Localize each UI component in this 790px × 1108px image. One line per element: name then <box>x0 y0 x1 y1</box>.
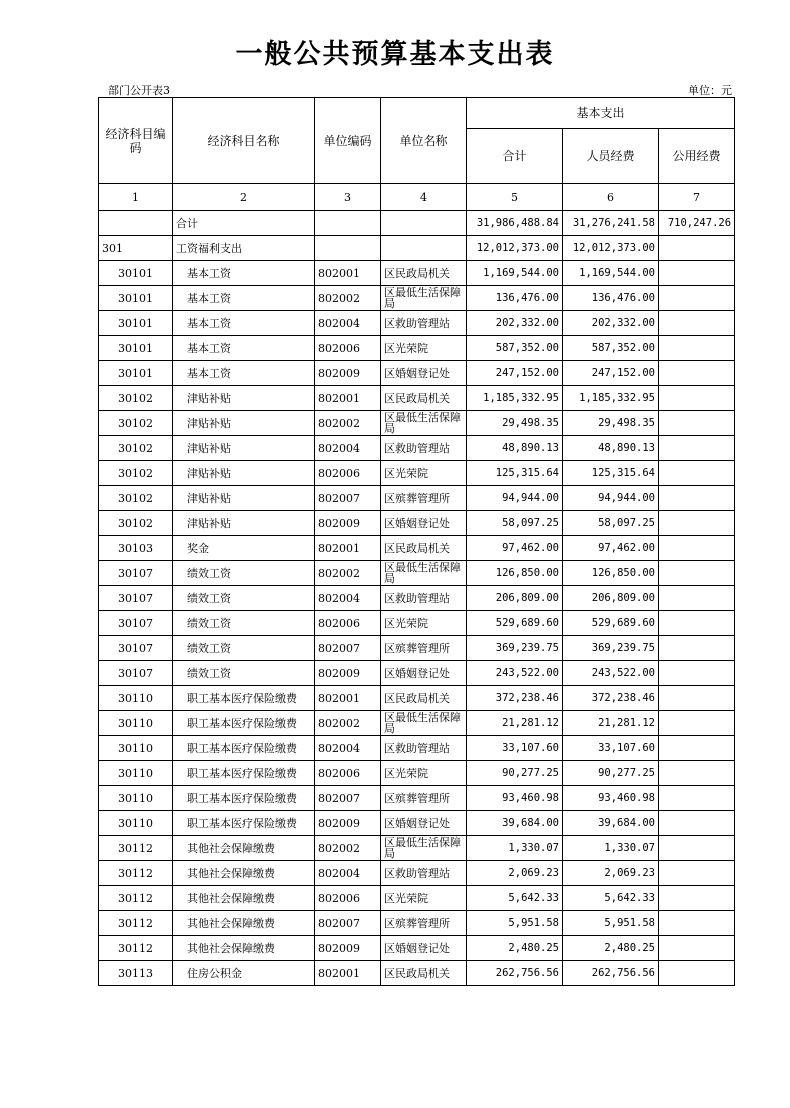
cell-econ-name: 职工基本医疗保险缴费 <box>173 711 315 736</box>
cell-public <box>659 611 735 636</box>
header-row-1 <box>99 98 735 129</box>
cell-econ-code: 30107 <box>99 561 173 586</box>
cell-total: 262,756.56 <box>467 961 563 986</box>
cell-unit-name: 区婚姻登记处 <box>381 361 467 386</box>
cell-unit-name: 区救助管理站 <box>381 436 467 461</box>
cell-unit-name: 区救助管理站 <box>381 586 467 611</box>
cell-public <box>659 961 735 986</box>
cell-total: 12,012,373.00 <box>467 236 563 261</box>
cell-public <box>659 461 735 486</box>
table-row <box>99 936 735 961</box>
cell-total: 97,462.00 <box>467 536 563 561</box>
cell-unit-code: 802001 <box>315 386 381 411</box>
cell-unit-name: 区殡葬管理所 <box>381 911 467 936</box>
cell-unit-code: 802004 <box>315 736 381 761</box>
cell-econ-name: 合计 <box>173 211 315 236</box>
header-public: 公用经费 <box>659 129 735 184</box>
cell-econ-name: 绩效工资 <box>173 661 315 686</box>
cell-unit-code: 802007 <box>315 486 381 511</box>
cell-unit-code: 802002 <box>315 286 381 311</box>
cell-public <box>659 661 735 686</box>
cell-personnel: 93,460.98 <box>563 786 659 811</box>
cell-econ-code: 301 <box>99 236 173 261</box>
cell-unit-name: 区救助管理站 <box>381 311 467 336</box>
cell-personnel: 21,281.12 <box>563 711 659 736</box>
cell-personnel: 31,276,241.58 <box>563 211 659 236</box>
cell-public <box>659 536 735 561</box>
cell-econ-code: 30103 <box>99 536 173 561</box>
table-row <box>99 861 735 886</box>
table-row <box>99 661 735 686</box>
col-number: 5 <box>467 184 563 211</box>
cell-personnel: 2,069.23 <box>563 861 659 886</box>
table-row <box>99 711 735 736</box>
cell-econ-code: 30101 <box>99 261 173 286</box>
cell-unit-name: 区殡葬管理所 <box>381 786 467 811</box>
cell-personnel: 97,462.00 <box>563 536 659 561</box>
cell-public <box>659 486 735 511</box>
cell-econ-name: 基本工资 <box>173 336 315 361</box>
cell-econ-name: 职工基本医疗保险缴费 <box>173 786 315 811</box>
table-row <box>99 511 735 536</box>
cell-total: 48,890.13 <box>467 436 563 461</box>
cell-personnel: 369,239.75 <box>563 636 659 661</box>
cell-personnel: 202,332.00 <box>563 311 659 336</box>
cell-unit-name: 区殡葬管理所 <box>381 636 467 661</box>
cell-econ-code: 30102 <box>99 461 173 486</box>
cell-econ-name: 绩效工资 <box>173 636 315 661</box>
cell-total: 202,332.00 <box>467 311 563 336</box>
cell-public <box>659 836 735 861</box>
cell-total: 1,330.07 <box>467 836 563 861</box>
cell-unit-name: 区最低生活保障局 <box>381 411 467 436</box>
table-row <box>99 286 735 311</box>
cell-unit-name <box>381 211 467 236</box>
cell-econ-code: 30110 <box>99 786 173 811</box>
cell-total: 126,850.00 <box>467 561 563 586</box>
cell-unit-code: 802001 <box>315 261 381 286</box>
table-row <box>99 786 735 811</box>
cell-unit-code: 802007 <box>315 636 381 661</box>
cell-econ-name: 职工基本医疗保险缴费 <box>173 811 315 836</box>
cell-total: 1,185,332.95 <box>467 386 563 411</box>
cell-unit-name: 区民政局机关 <box>381 261 467 286</box>
cell-unit-name: 区光荣院 <box>381 761 467 786</box>
cell-unit-name: 区光荣院 <box>381 336 467 361</box>
table-row <box>99 236 735 261</box>
cell-unit-name: 区光荣院 <box>381 886 467 911</box>
cell-econ-code: 30110 <box>99 711 173 736</box>
column-number-row <box>99 184 735 211</box>
cell-personnel: 12,012,373.00 <box>563 236 659 261</box>
cell-econ-code: 30112 <box>99 911 173 936</box>
cell-personnel: 5,642.33 <box>563 886 659 911</box>
cell-total: 94,944.00 <box>467 486 563 511</box>
cell-total: 90,277.25 <box>467 761 563 786</box>
cell-public <box>659 386 735 411</box>
cell-econ-code <box>99 211 173 236</box>
table-row <box>99 486 735 511</box>
col-number: 1 <box>99 184 173 211</box>
table-row <box>99 811 735 836</box>
cell-unit-name: 区光荣院 <box>381 461 467 486</box>
cell-unit-code: 802002 <box>315 561 381 586</box>
cell-personnel: 48,890.13 <box>563 436 659 461</box>
cell-econ-name: 其他社会保障缴费 <box>173 911 315 936</box>
col-number: 2 <box>173 184 315 211</box>
cell-econ-name: 其他社会保障缴费 <box>173 936 315 961</box>
cell-unit-name: 区民政局机关 <box>381 386 467 411</box>
table-row <box>99 586 735 611</box>
cell-personnel: 243,522.00 <box>563 661 659 686</box>
cell-public <box>659 336 735 361</box>
cell-personnel: 90,277.25 <box>563 761 659 786</box>
cell-total: 372,238.46 <box>467 686 563 711</box>
header-econ-name: 经济科目名称 <box>173 98 315 184</box>
cell-public <box>659 861 735 886</box>
cell-public <box>659 361 735 386</box>
cell-econ-name: 基本工资 <box>173 311 315 336</box>
header-personnel: 人员经费 <box>563 129 659 184</box>
cell-total: 5,642.33 <box>467 886 563 911</box>
cell-public <box>659 411 735 436</box>
table-row <box>99 211 735 236</box>
col-number: 3 <box>315 184 381 211</box>
table-row <box>99 311 735 336</box>
cell-personnel: 262,756.56 <box>563 961 659 986</box>
header-unit-code: 单位编码 <box>315 98 381 184</box>
col-number: 4 <box>381 184 467 211</box>
page-title: 一般公共预算基本支出表 <box>235 39 555 70</box>
cell-econ-name: 津贴补贴 <box>173 486 315 511</box>
table-row <box>99 886 735 911</box>
cell-personnel: 247,152.00 <box>563 361 659 386</box>
cell-econ-name: 职工基本医疗保险缴费 <box>173 761 315 786</box>
cell-personnel: 1,330.07 <box>563 836 659 861</box>
cell-econ-code: 30102 <box>99 436 173 461</box>
cell-total: 33,107.60 <box>467 736 563 761</box>
cell-public <box>659 686 735 711</box>
cell-total: 206,809.00 <box>467 586 563 611</box>
cell-unit-name: 区最低生活保障局 <box>381 711 467 736</box>
table-row <box>99 686 735 711</box>
cell-public <box>659 786 735 811</box>
header-econ-code: 经济科目编码 <box>99 98 173 184</box>
cell-econ-name: 津贴补贴 <box>173 461 315 486</box>
cell-unit-code: 802009 <box>315 936 381 961</box>
table-row <box>99 336 735 361</box>
cell-total: 39,684.00 <box>467 811 563 836</box>
cell-public <box>659 236 735 261</box>
col-number: 6 <box>563 184 659 211</box>
cell-unit-name: 区殡葬管理所 <box>381 486 467 511</box>
cell-unit-code: 802001 <box>315 536 381 561</box>
cell-unit-code: 802009 <box>315 511 381 536</box>
cell-unit-code: 802009 <box>315 661 381 686</box>
cell-unit-name: 区婚姻登记处 <box>381 661 467 686</box>
table-row <box>99 611 735 636</box>
cell-personnel: 125,315.64 <box>563 461 659 486</box>
cell-econ-name: 住房公积金 <box>173 961 315 986</box>
cell-econ-code: 30112 <box>99 861 173 886</box>
cell-unit-code: 802006 <box>315 611 381 636</box>
cell-total: 529,689.60 <box>467 611 563 636</box>
cell-total: 58,097.25 <box>467 511 563 536</box>
cell-econ-name: 职工基本医疗保险缴费 <box>173 686 315 711</box>
cell-unit-code: 802002 <box>315 411 381 436</box>
cell-personnel: 126,850.00 <box>563 561 659 586</box>
cell-econ-code: 30112 <box>99 836 173 861</box>
cell-unit-code: 802006 <box>315 761 381 786</box>
table-row <box>99 961 735 986</box>
table-number-label: 部门公开表3 <box>108 84 170 97</box>
cell-unit-name: 区婚姻登记处 <box>381 511 467 536</box>
cell-unit-name: 区婚姻登记处 <box>381 936 467 961</box>
cell-econ-code: 30113 <box>99 961 173 986</box>
cell-personnel: 94,944.00 <box>563 486 659 511</box>
table-row <box>99 736 735 761</box>
cell-unit-code: 802002 <box>315 711 381 736</box>
budget-table <box>98 97 735 986</box>
cell-personnel: 529,689.60 <box>563 611 659 636</box>
cell-unit-name: 区民政局机关 <box>381 686 467 711</box>
cell-unit-name: 区民政局机关 <box>381 961 467 986</box>
table-row <box>99 361 735 386</box>
cell-total: 29,498.35 <box>467 411 563 436</box>
cell-total: 2,480.25 <box>467 936 563 961</box>
cell-public <box>659 586 735 611</box>
col-number: 7 <box>659 184 735 211</box>
cell-unit-code: 802009 <box>315 361 381 386</box>
cell-public <box>659 436 735 461</box>
cell-public <box>659 511 735 536</box>
cell-unit-code <box>315 211 381 236</box>
cell-public <box>659 311 735 336</box>
cell-personnel: 136,476.00 <box>563 286 659 311</box>
cell-econ-code: 30102 <box>99 386 173 411</box>
cell-public <box>659 911 735 936</box>
cell-personnel: 39,684.00 <box>563 811 659 836</box>
table-row <box>99 761 735 786</box>
cell-unit-name <box>381 236 467 261</box>
cell-total: 31,986,488.84 <box>467 211 563 236</box>
cell-public <box>659 261 735 286</box>
cell-public <box>659 886 735 911</box>
cell-unit-code: 802002 <box>315 836 381 861</box>
cell-econ-name: 绩效工资 <box>173 561 315 586</box>
cell-unit-code: 802001 <box>315 961 381 986</box>
cell-unit-code: 802004 <box>315 436 381 461</box>
cell-econ-code: 30107 <box>99 586 173 611</box>
cell-public <box>659 286 735 311</box>
cell-total: 93,460.98 <box>467 786 563 811</box>
table-row <box>99 461 735 486</box>
cell-unit-code: 802004 <box>315 586 381 611</box>
cell-unit-code: 802001 <box>315 686 381 711</box>
cell-econ-code: 30101 <box>99 286 173 311</box>
cell-total: 125,315.64 <box>467 461 563 486</box>
table-row <box>99 561 735 586</box>
cell-unit-code: 802007 <box>315 786 381 811</box>
cell-unit-name: 区民政局机关 <box>381 536 467 561</box>
cell-econ-code: 30102 <box>99 486 173 511</box>
cell-econ-code: 30107 <box>99 661 173 686</box>
cell-econ-code: 30102 <box>99 511 173 536</box>
cell-econ-name: 津贴补贴 <box>173 436 315 461</box>
cell-unit-code: 802007 <box>315 911 381 936</box>
cell-econ-name: 津贴补贴 <box>173 511 315 536</box>
cell-total: 243,522.00 <box>467 661 563 686</box>
cell-econ-name: 奖金 <box>173 536 315 561</box>
cell-public <box>659 811 735 836</box>
cell-econ-name: 基本工资 <box>173 361 315 386</box>
cell-total: 247,152.00 <box>467 361 563 386</box>
table-row <box>99 436 735 461</box>
cell-econ-name: 职工基本医疗保险缴费 <box>173 736 315 761</box>
cell-total: 369,239.75 <box>467 636 563 661</box>
cell-unit-name: 区最低生活保障局 <box>381 286 467 311</box>
cell-econ-name: 绩效工资 <box>173 611 315 636</box>
cell-total: 21,281.12 <box>467 711 563 736</box>
cell-econ-code: 30110 <box>99 811 173 836</box>
cell-personnel: 372,238.46 <box>563 686 659 711</box>
cell-public <box>659 561 735 586</box>
cell-unit-code <box>315 236 381 261</box>
cell-econ-code: 30112 <box>99 936 173 961</box>
cell-econ-code: 30110 <box>99 761 173 786</box>
cell-econ-code: 30110 <box>99 736 173 761</box>
table-row <box>99 411 735 436</box>
cell-econ-name: 其他社会保障缴费 <box>173 861 315 886</box>
table-row <box>99 536 735 561</box>
cell-total: 2,069.23 <box>467 861 563 886</box>
table-row <box>99 261 735 286</box>
cell-econ-code: 30107 <box>99 611 173 636</box>
cell-personnel: 1,169,544.00 <box>563 261 659 286</box>
cell-public <box>659 711 735 736</box>
cell-public <box>659 936 735 961</box>
cell-unit-code: 802006 <box>315 336 381 361</box>
cell-unit-code: 802004 <box>315 311 381 336</box>
unit-label: 单位：元 <box>688 84 732 97</box>
cell-personnel: 33,107.60 <box>563 736 659 761</box>
cell-econ-name: 其他社会保障缴费 <box>173 886 315 911</box>
header-basic-expense: 基本支出 <box>467 98 735 129</box>
cell-unit-code: 802009 <box>315 811 381 836</box>
cell-unit-name: 区救助管理站 <box>381 861 467 886</box>
cell-unit-code: 802006 <box>315 461 381 486</box>
cell-unit-name: 区救助管理站 <box>381 736 467 761</box>
cell-personnel: 58,097.25 <box>563 511 659 536</box>
header-total: 合计 <box>467 129 563 184</box>
cell-personnel: 29,498.35 <box>563 411 659 436</box>
cell-public: 710,247.26 <box>659 211 735 236</box>
cell-econ-code: 30110 <box>99 686 173 711</box>
cell-personnel: 1,185,332.95 <box>563 386 659 411</box>
cell-econ-name: 基本工资 <box>173 286 315 311</box>
cell-econ-name: 工资福利支出 <box>173 236 315 261</box>
table-row <box>99 386 735 411</box>
cell-econ-code: 30112 <box>99 886 173 911</box>
cell-econ-code: 30101 <box>99 311 173 336</box>
cell-unit-code: 802006 <box>315 886 381 911</box>
header-unit-name: 单位名称 <box>381 98 467 184</box>
cell-unit-name: 区最低生活保障局 <box>381 836 467 861</box>
cell-total: 136,476.00 <box>467 286 563 311</box>
cell-personnel: 2,480.25 <box>563 936 659 961</box>
cell-unit-code: 802004 <box>315 861 381 886</box>
cell-econ-code: 30101 <box>99 336 173 361</box>
cell-econ-name: 绩效工资 <box>173 586 315 611</box>
cell-total: 587,352.00 <box>467 336 563 361</box>
cell-econ-name: 其他社会保障缴费 <box>173 836 315 861</box>
cell-econ-name: 基本工资 <box>173 261 315 286</box>
cell-public <box>659 761 735 786</box>
cell-personnel: 206,809.00 <box>563 586 659 611</box>
cell-unit-name: 区光荣院 <box>381 611 467 636</box>
table-row <box>99 836 735 861</box>
cell-public <box>659 636 735 661</box>
cell-unit-name: 区最低生活保障局 <box>381 561 467 586</box>
table-row <box>99 911 735 936</box>
cell-econ-code: 30102 <box>99 411 173 436</box>
cell-personnel: 5,951.58 <box>563 911 659 936</box>
cell-total: 5,951.58 <box>467 911 563 936</box>
cell-econ-code: 30101 <box>99 361 173 386</box>
cell-econ-code: 30107 <box>99 636 173 661</box>
table-row <box>99 636 735 661</box>
cell-public <box>659 736 735 761</box>
cell-unit-name: 区婚姻登记处 <box>381 811 467 836</box>
cell-total: 1,169,544.00 <box>467 261 563 286</box>
cell-personnel: 587,352.00 <box>563 336 659 361</box>
cell-econ-name: 津贴补贴 <box>173 386 315 411</box>
cell-econ-name: 津贴补贴 <box>173 411 315 436</box>
